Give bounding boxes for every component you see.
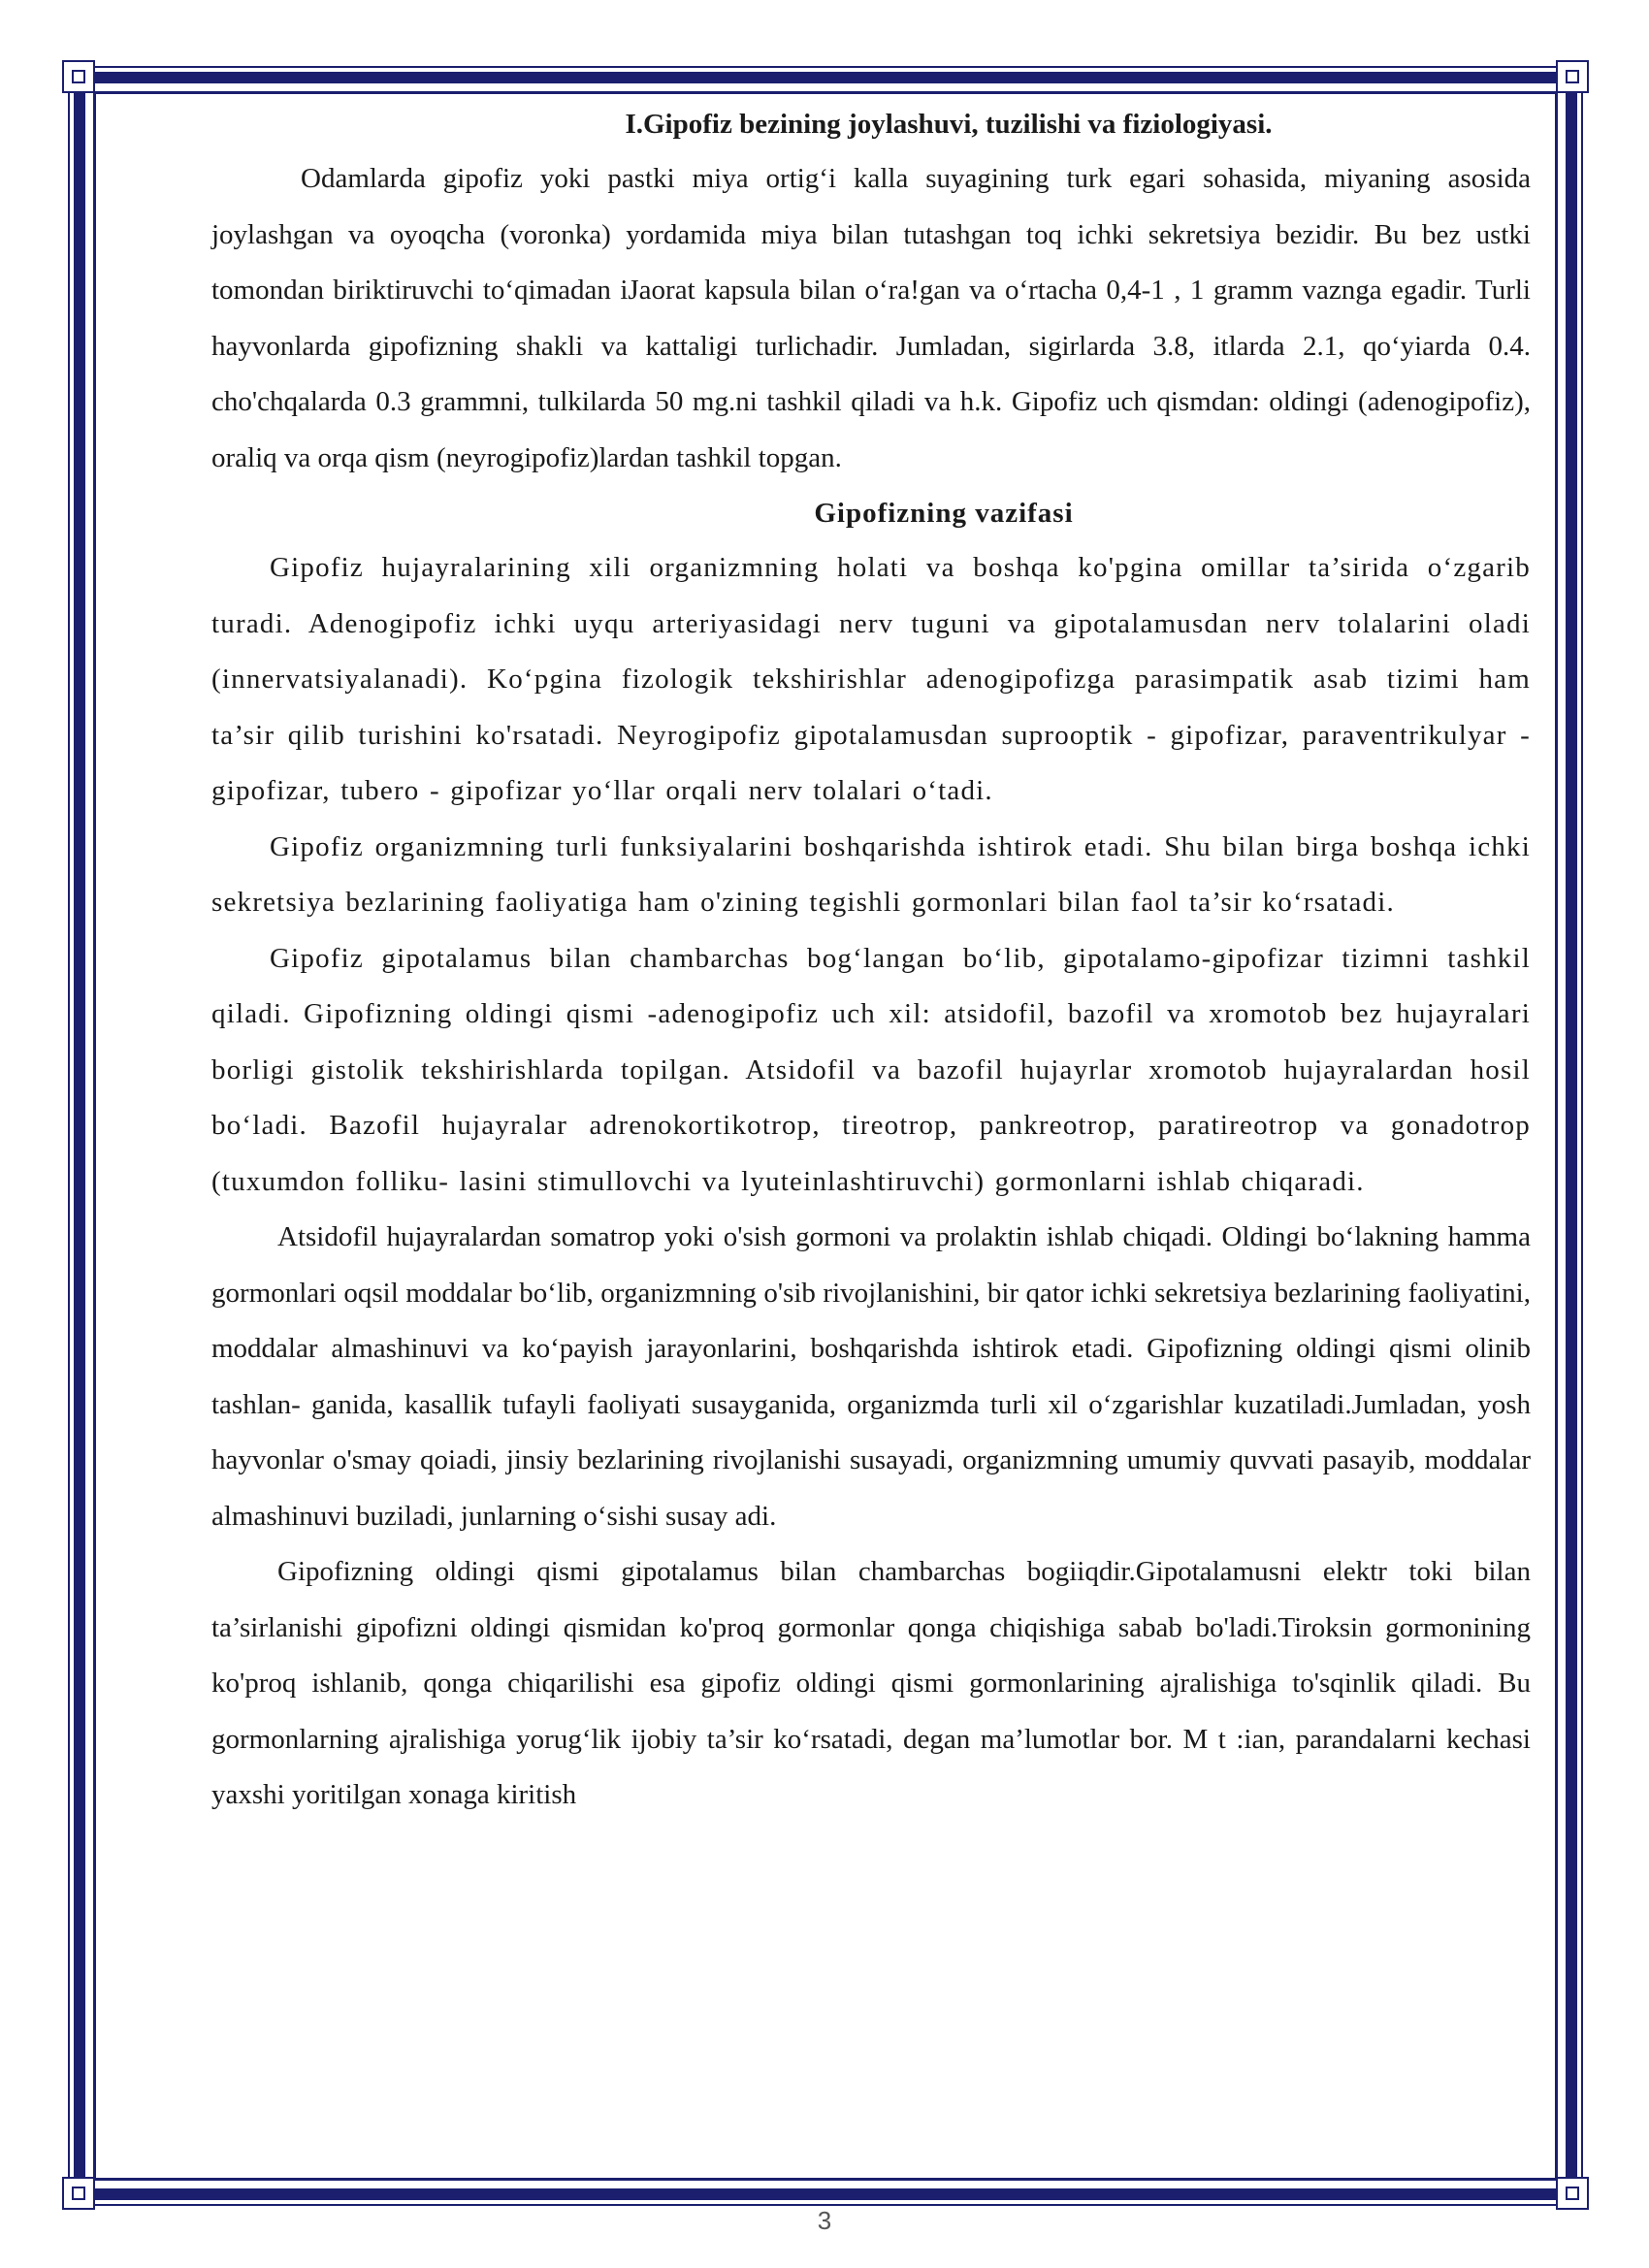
corner-ornament-top-right [1556,60,1589,93]
page-number: 3 [817,2206,832,2235]
page-content [211,105,1531,1824]
corner-ornament-bottom-right [1556,2177,1589,2210]
paragraph-1: Gipofiz hujayralarining xili organizmning holati va boshqa ko'pgina omillar ta’sirida o‘zgarib turadi. Adenogipofiz ichki uyqu arteriyasidagi nerv tuguni va gipotalamusdan nerv tolalarini oladi (innervatsiyalanadi). Ko‘pgina fizologik tekshirishlar adenogipofizga parasimpatik asab tizimi ham ta’sir qilib turishini ko'rsatadi. Neyrogipofiz gipotalamusdan suprooptik - gipofizar, paraventrikulyar - gipofizar, tubero - gipofizar yo‘llar orqali nerv tolalari o‘tadi. [211,552,1531,806]
corner-ornament-bottom-left [62,2177,95,2210]
paragraph-2: Gipofiz organizmning turli funksiyalarini boshqarishda ishtirok etadi. Shu bilan birga boshqa ichki sekretsiya bezlarining faoliyatiga ham o'zining tegishli gormonlari bilan faol ta’sir ko‘rsatadi. [211,830,1531,918]
paragraph-3: Gipofiz gipotalamus bilan chambarchas bog‘langan bo‘lib, gipotalamo-gipofizar tizimni tashkil qiladi. Gipofizning oldingi qismi -adenogipofiz uch xil: atsidofil, bazofil va xromotob bez hujayralari borligi gistolik tekshirishlarda topilgan. Atsidofil va bazofil hujayrlar xromotob hujayralardan hosil bo‘ladi. Bazofil hujayralar adrenokortikotrop, tireotrop, pankreotrop, paratireotrop va gonadotrop (tuxumdon folliku- lasini stimullovchi va lyuteinlashtiruvchi) gormonlarni ishlab chiqaradi. [211,942,1531,1197]
corner-ornament-top-left [62,60,95,93]
paragraph-5: Gipofizning oldingi qismi gipotalamus bilan chambarchas bogiiqdir.Gipotalamusni elektr toki bilan ta’sirlanishi gipofizni oldingi qismidan ko'proq gormonlar qonga chiqishiga sabab bo'ladi.Tiroksin gormonining ko'proq ishlanib, qonga chiqarilishi esa gipofiz oldingi qismi gormonlarining ajralishiga to'sqinlik qiladi. Bu gormonlarning ajralishiga yorug‘lik ijobiy ta’sir ko‘rsatadi, degan ma’lumotlar bor. M t :ian, parandalarni kechasi yaxshi yoritilgan xonaga kiritish [211,1556,1531,1810]
intro-paragraph: Odamlarda gipofiz yoki pastki miya ortig‘i kalla suyagining turk egari sohasida, miyaning asosida joylashgan va oyoqcha (voronka) yordamida miya bilan tutashgan toq ichki sekretsiya bezidir. Bu bez ustki tomondan biriktiruvchi to‘qimadan iJaorat kapsula bilan o‘ra!gan va o‘rtacha 0,4-1 , 1 gramm vaznga egadir. Turli hayvonlarda gipofizning shakli va kattaligi turlichadir. Jumladan, sigirlarda 3.8, itlarda 2.1, qo‘yiarda 0.4. cho'chqalarda 0.3 grammni, tulkilarda 50 mg.ni tashkil qiladi va h.k. Gipofiz uch qismdan: oldingi (adenogipofiz), oraliq va orqa qism (neyrogipofiz)lardan tashkil topgan. [211,163,1531,473]
section-title: I.Gipofiz bezining joylashuvi, tuzilishi va fiziologiyasi. [625,109,1273,140]
section-subtitle: Gipofizning vazifasi [814,498,1074,529]
paragraph-4: Atsidofil hujayralardan somatrop yoki o'sish gormoni va prolaktin ishlab chiqadi. Oldingi bo‘lakning hamma gormonlari oqsil moddalar bo‘lib, organizmning o'sib rivojlanishini, bir qator ichki sekretsiya bezlarining faoliyatini, moddalar almashinuvi va ko‘payish jarayonlarini, boshqarishda ishtirok etadi. Gipofizning oldingi qismi olinib tashlan- ganida, kasallik tufayli faoliyati susayganida, organizmda turli xil o‘zgarishlar kuzatiladi.Jumladan, yosh hayvonlar o'smay qoiadi, jinsiy bezlarining rivojlanishi susayadi, organizmning umumiy quvvati pasayib, moddalar almashinuvi buziladi, junlarning o‘sishi susay adi. [211,1221,1531,1532]
